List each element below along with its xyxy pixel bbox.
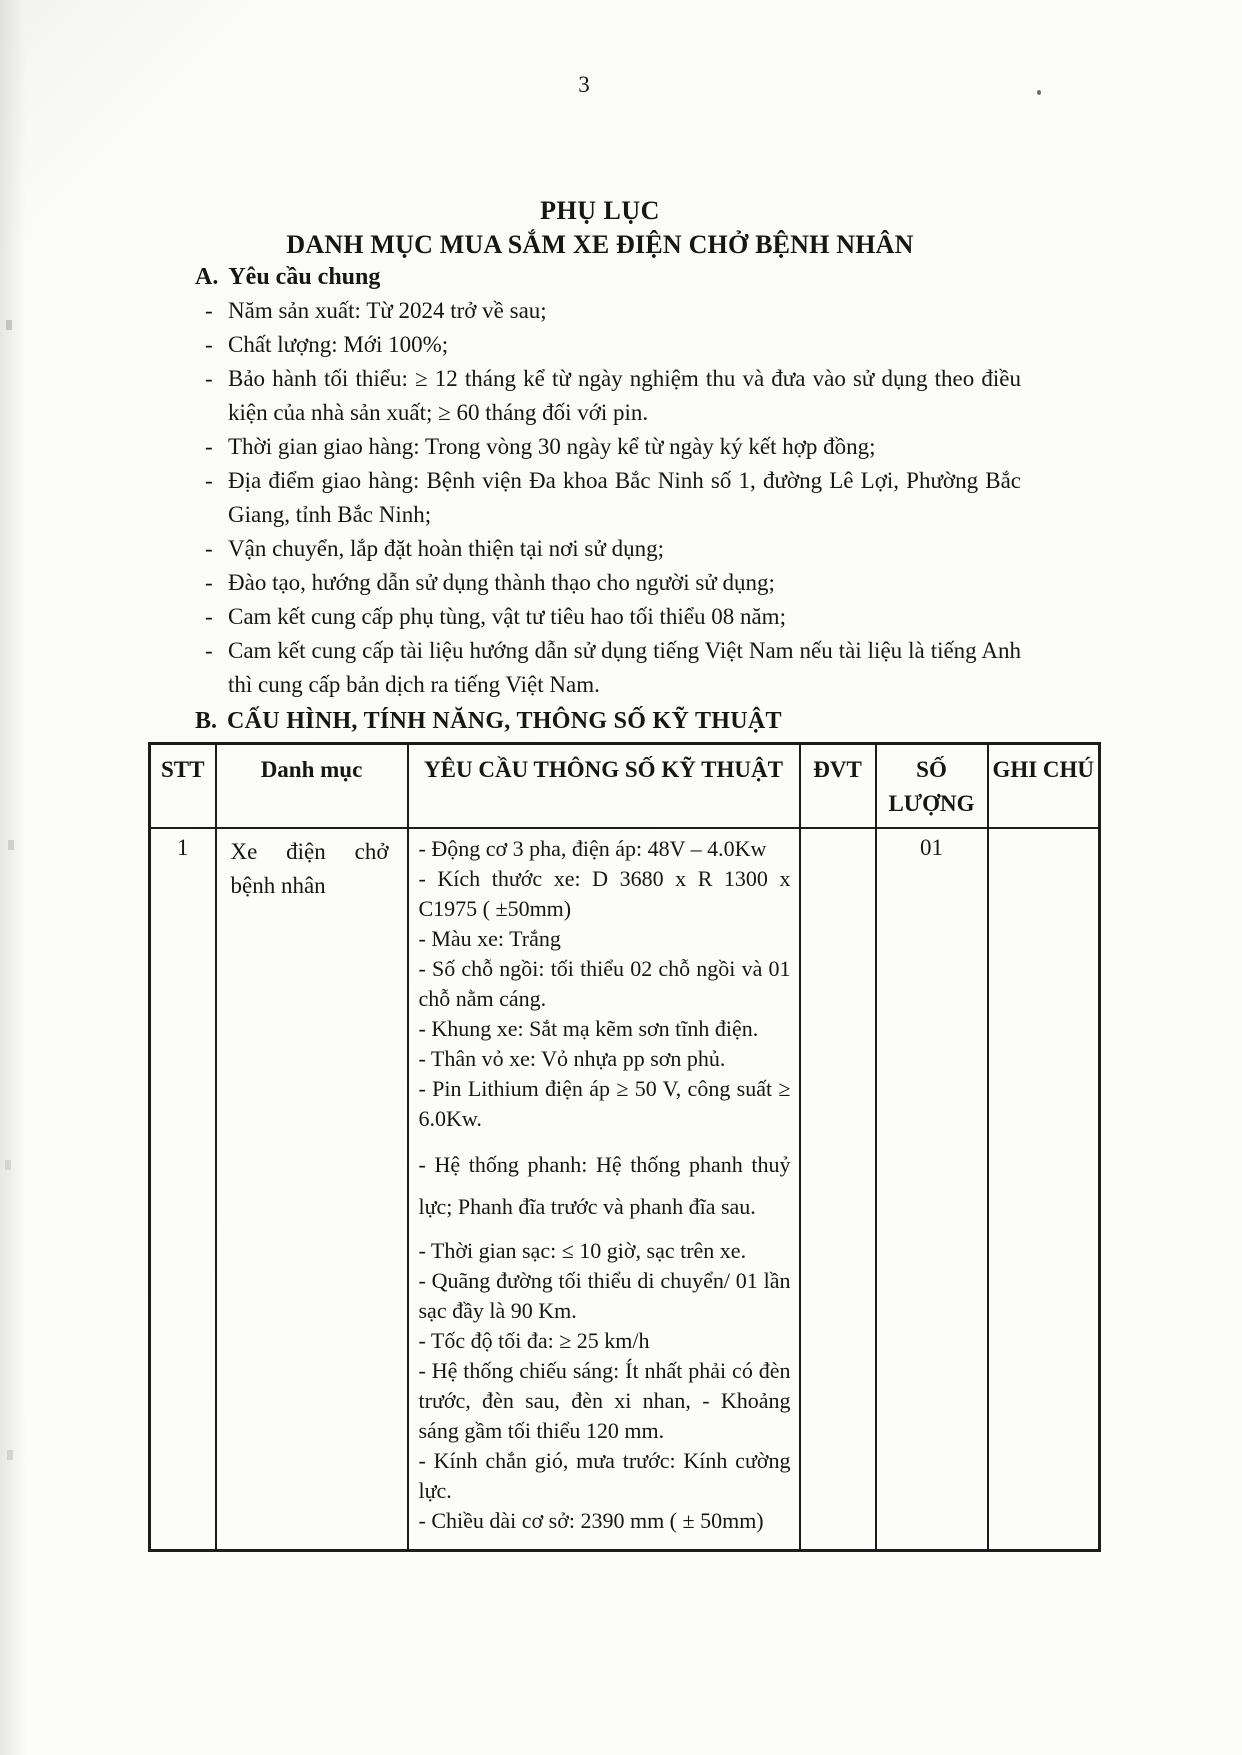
col-header-ghi-chu: GHI CHÚ [988,744,1100,829]
cell-dvt [800,828,876,1551]
spec-line: - Màu xe: Trắng [418,926,561,951]
title-block [0,196,1200,260]
spec-line: - Thời gian sạc: ≤ 10 giờ, sạc trên xe. [418,1238,747,1263]
section-a-title: Yêu cầu chung [228,264,381,290]
bullet-dash: - [205,570,213,595]
spec-group [419,1144,791,1228]
spec-line: - Hệ thống chiếu sáng: Ít nhất phải có đèn trước, đèn sau, đèn xi nhan, - Khoảng sáng gầm tối thiểu 120 mm. [418,1358,791,1443]
section-a-heading [195,260,1021,294]
document-title: DANH MỤC MUA SẮM XE ĐIỆN CHỞ BỆNH NHÂN [286,230,914,259]
list-item [195,328,1021,362]
section-a [195,260,1021,738]
list-item-text: Chất lượng: Mới 100%; [228,332,449,357]
requirements-list [195,294,1021,702]
cell-so-luong: 01 [876,828,988,1551]
spec-group [419,834,791,1134]
list-item [195,294,1021,328]
section-a-label: A. [195,264,219,290]
list-item-text: Thời gian giao hàng: Trong vòng 30 ngày kể từ ngày ký kết hợp đồng; [228,434,876,459]
bullet-dash: - [205,638,213,663]
list-item [195,634,1021,702]
cell-stt: 1 [150,828,216,1551]
spec-group [419,1236,791,1536]
list-item-text: Đào tạo, hướng dẫn sử dụng thành thạo cho người sử dụng; [228,570,775,595]
table-row [150,828,1100,1551]
list-item [195,532,1021,566]
cell-specs [408,828,800,1551]
bullet-dash: - [205,434,213,459]
appendix-title: PHỤ LỤC [540,196,660,225]
list-item [195,464,1021,532]
spec-table [148,742,1101,1552]
spec-line: - Hệ thống phanh: Hệ thống phanh thuỷ lực; Phanh đĩa trước và phanh đĩa sau. [418,1152,791,1219]
bullet-dash: - [205,468,213,493]
bullet-dash: - [205,332,213,357]
bullet-dash: - [205,366,213,391]
spec-line: - Động cơ 3 pha, điện áp: 48V – 4.0Kw [418,836,767,861]
spec-line: - Chiều dài cơ sở: 2390 mm ( ± 50mm) [418,1508,764,1533]
spec-line: - Thân vỏ xe: Vỏ nhựa pp sơn phủ. [418,1046,726,1071]
section-b-title: CẤU HÌNH, TÍNH NĂNG, THÔNG SỐ KỸ THUẬT [227,708,782,734]
list-item [195,600,1021,634]
col-header-danh-muc: Danh mục [216,744,408,829]
col-header-so-luong: SỐ LƯỢNG [876,744,988,829]
list-item [195,430,1021,464]
section-b-heading [195,704,1021,738]
list-item-text: Bảo hành tối thiểu: ≥ 12 tháng kể từ ngày nghiệm thu và đưa vào sử dụng theo điều kiện của nhà sản xuất; ≥ 60 tháng đối với pin. [228,366,1021,425]
list-item-text: Cam kết cung cấp tài liệu hướng dẫn sử dụng tiếng Việt Nam nếu tài liệu là tiếng Anh thì cung cấp bản dịch ra tiếng Việt Nam. [228,638,1021,697]
list-item [195,362,1021,430]
list-item [195,566,1021,600]
list-item-text: Năm sản xuất: Từ 2024 trở về sau; [228,298,547,323]
list-item-text: Vận chuyển, lắp đặt hoàn thiện tại nơi sử dụng; [228,536,664,561]
table-header-row [150,744,1100,829]
spec-line: - Số chỗ ngồi: tối thiểu 02 chỗ ngồi và 01 chỗ nằm cáng. [418,956,791,1011]
spec-line: - Khung xe: Sắt mạ kẽm sơn tĩnh điện. [418,1016,759,1041]
list-item-text: Địa điểm giao hàng: Bệnh viện Đa khoa Bắc Ninh số 1, đường Lê Lợi, Phường Bắc Giang, tỉnh Bắc Ninh; [228,468,1021,527]
spec-line: - Kính chắn gió, mưa trước: Kính cường lực. [418,1448,791,1503]
page-number: 3 [578,72,590,97]
spec-line: - Tốc độ tối đa: ≥ 25 km/h [418,1328,650,1353]
cell-ghi-chu [988,828,1100,1551]
cell-danh-muc: Xe điện chở bệnh nhân [216,828,408,1551]
bullet-dash: - [205,536,213,561]
col-header-stt: STT [150,744,216,829]
scan-edge-marks [6,320,12,330]
spec-line: - Quãng đường tối thiểu di chuyển/ 01 lần sạc đầy là 90 Km. [418,1268,791,1323]
spec-line: - Kích thước xe: D 3680 x R 1300 x C1975 ( ±50mm) [418,866,791,921]
bullet-dash: - [205,604,213,629]
scan-edge-shadow [0,0,26,1755]
section-b-label: B. [195,708,218,734]
col-header-dvt: ĐVT [800,744,876,829]
spec-line: - Pin Lithium điện áp ≥ 50 V, công suất ≥ 6.0Kw. [418,1076,791,1131]
bullet-dash: - [205,298,213,323]
col-header-yeu-cau: YÊU CẦU THÔNG SỐ KỸ THUẬT [408,744,800,829]
list-item-text: Cam kết cung cấp phụ tùng, vật tư tiêu hao tối thiểu 08 năm; [228,604,786,629]
